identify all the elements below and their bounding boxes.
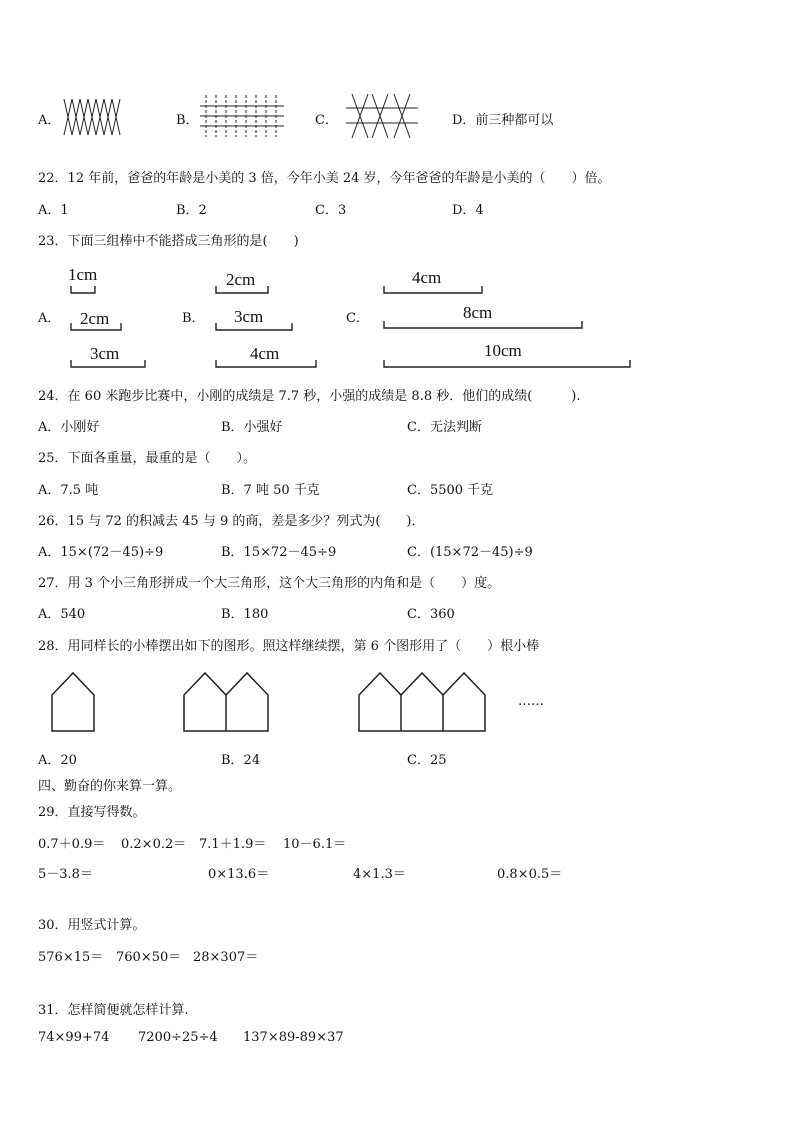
stick-a-1 — [70, 285, 96, 295]
stick-c-3 — [383, 359, 631, 369]
q23-b-stick-3-label: 4cm — [250, 344, 280, 363]
q29-r2-item-4: 0.8×0.5＝ — [497, 867, 563, 882]
q23-c-stick-1-label: 4cm — [412, 268, 442, 287]
stick-b-3 — [215, 359, 317, 369]
q30-item-2: 760×50＝ — [116, 950, 182, 965]
q29-r2-item-2: 0×13.6＝ — [208, 867, 270, 882]
q28-option-b: B．24 — [221, 753, 261, 768]
q26-option-c: C．(15×72－45)÷9 — [407, 545, 533, 560]
q23-a-stick-3-label: 3cm — [90, 344, 120, 363]
q23-c-stick-3-label: 10cm — [484, 341, 522, 360]
q26-option-b: B．15×72－45÷9 — [221, 545, 337, 560]
q31-item-3: 137×89-89×37 — [243, 1030, 344, 1045]
q22-option-c: C．3 — [315, 203, 347, 218]
q21-option-d: D．前三种都可以 — [452, 113, 554, 128]
crossed-sticks-figure-icon — [346, 94, 418, 138]
stick-a-3 — [70, 359, 146, 369]
dashed-grid-figure-icon — [200, 95, 284, 137]
q22-option-b: B．2 — [176, 203, 207, 218]
q22-option-a: A．1 — [38, 203, 69, 218]
q24-option-a: A．小刚好 — [38, 420, 100, 435]
q23-b-stick-1-label: 2cm — [226, 270, 256, 289]
q23-c-stick-2-label: 8cm — [463, 303, 493, 322]
q23-option-a-label: A． — [38, 311, 61, 326]
q24-option-c: C．无法判断 — [407, 420, 482, 435]
q29-r2-item-3: 4×1.3＝ — [353, 867, 406, 882]
q22-option-d: D．4 — [452, 203, 484, 218]
q28-question: 28．用同样长的小棒摆出如下的图形。照这样继续摆，第 6 个图形用了（ ）根小棒 — [38, 639, 540, 654]
q26-question: 26．15 与 72 的积减去 45 与 9 的商，差是多少？列式为( )． — [38, 514, 425, 529]
q29-r2-item-1: 5－3.8＝ — [38, 867, 93, 882]
q23-question: 23．下面三组棒中不能搭成三角形的是( ) — [38, 234, 299, 249]
q21-option-b-label: B． — [176, 113, 199, 128]
q29-r1-item-1: 0.7＋0.9＝ — [38, 837, 106, 852]
q27-option-b: B．180 — [221, 607, 269, 622]
section-4-title: 四、勤奋的你来算一算。 — [38, 779, 182, 794]
q31-question: 31．怎样简便就怎样计算. — [38, 1003, 189, 1018]
stick-c-2 — [383, 320, 583, 330]
q30-item-1: 576×15＝ — [38, 950, 104, 965]
q23-a-stick-2-label: 2cm — [80, 309, 110, 328]
q23-b-stick-2-label: 3cm — [234, 307, 264, 326]
q29-r1-item-4: 10－6.1＝ — [283, 837, 347, 852]
q29-r1-item-3: 7.1＋1.9＝ — [199, 837, 267, 852]
q31-item-1: 74×99+74 — [38, 1030, 110, 1045]
stick-b-2 — [215, 322, 293, 332]
q25-option-b: B．7 吨 50 千克 — [221, 483, 320, 498]
q22-question: 22．12 年前，爸爸的年龄是小美的 3 倍，今年小美 24 岁，今年爸爸的年龄是小美的（ ）倍。 — [38, 171, 611, 186]
house-figure-1 — [51, 672, 95, 732]
q27-option-c: C．360 — [407, 607, 455, 622]
house-figure-3 — [358, 672, 486, 732]
q21-option-a-label: A． — [38, 113, 61, 128]
q25-option-c: C．5500 千克 — [407, 483, 494, 498]
q28-option-c: C．25 — [407, 753, 447, 768]
stick-c-1 — [383, 285, 483, 295]
q24-question: 24．在 60 米跑步比赛中，小刚的成绩是 7.7 秒，小强的成绩是 8.8 秒．他们的成绩( ). — [38, 389, 581, 404]
q25-question: 25．下面各重量，最重的是（ ）。 — [38, 451, 257, 466]
q23-option-b-label: B． — [182, 311, 205, 326]
pattern-ellipsis: …… — [518, 694, 544, 709]
q27-option-a: A．540 — [38, 607, 86, 622]
q30-question: 30．用竖式计算。 — [38, 918, 146, 933]
zigzag-sticks-figure-icon — [62, 97, 124, 137]
stick-b-1 — [215, 285, 269, 295]
q31-item-2: 7200÷25÷4 — [138, 1030, 218, 1045]
q23-option-c-label: C． — [346, 311, 369, 326]
q29-r1-item-2: 0.2×0.2＝ — [121, 837, 187, 852]
house-figure-2 — [183, 672, 269, 732]
q27-question: 27．用 3 个小三角形拼成一个大三角形，这个大三角形的内角和是（ ）度。 — [38, 576, 501, 591]
q30-item-3: 28×307＝ — [193, 950, 259, 965]
q26-option-a: A．15×(72－45)÷9 — [38, 545, 164, 560]
q25-option-a: A．7.5 吨 — [38, 483, 99, 498]
q21-option-c-label: C． — [315, 113, 338, 128]
stick-a-2 — [70, 322, 122, 332]
q29-question: 29．直接写得数。 — [38, 805, 146, 820]
q24-option-b: B．小强好 — [221, 420, 283, 435]
q28-option-a: A．20 — [38, 753, 77, 768]
q23-a-stick-1-label: 1cm — [68, 265, 98, 284]
